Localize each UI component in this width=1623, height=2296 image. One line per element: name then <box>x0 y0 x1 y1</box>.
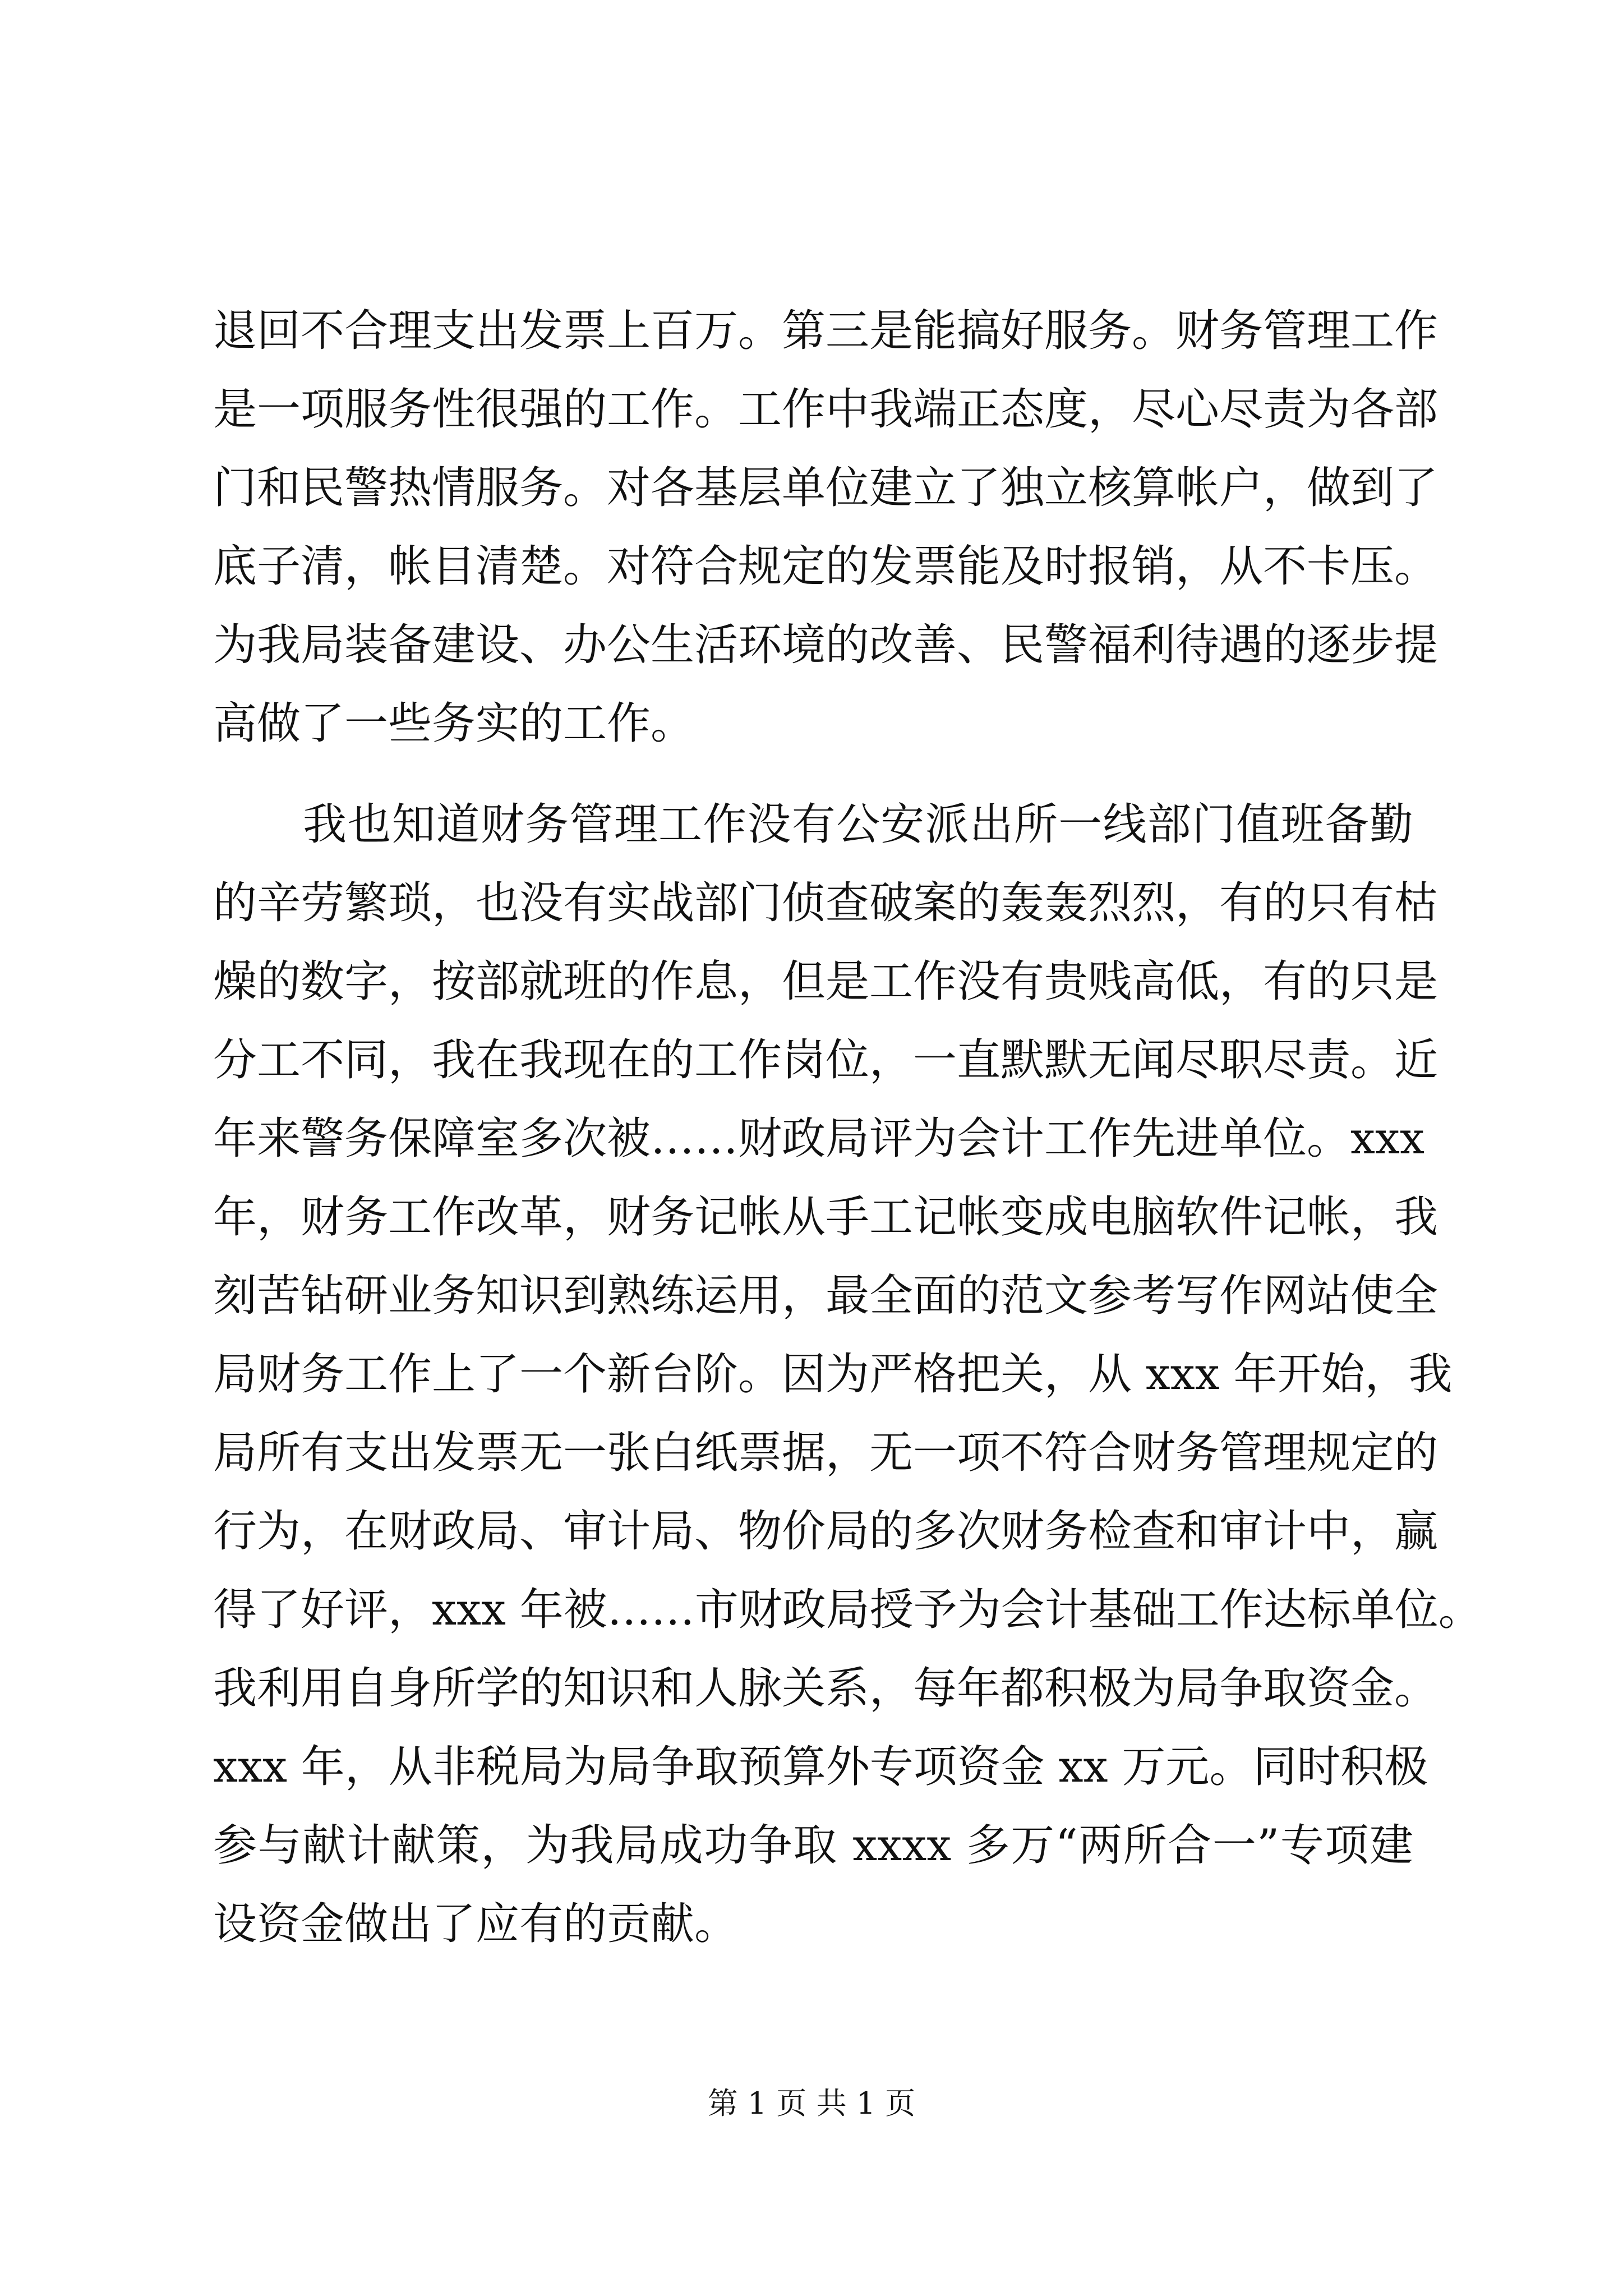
text-line: 行为，在财政局、审计局、物价局的多次财务检查和审计中，赢 <box>213 1506 1438 1557</box>
text-line: 退回不合理支出发票上百万。第三是能搞好服务。财务管理工作 <box>213 306 1438 356</box>
text-line: 门和民警热情服务。对各基层单位建立了独立核算帐户，做到了 <box>213 463 1438 513</box>
text-line: 底子清，帐目清楚。对符合规定的发票能及时报销，从不卡压。 <box>213 541 1438 592</box>
text-line: 刻苦钻研业务知识到熟练运用，最全面的范文参考写作网站使全 <box>213 1271 1438 1321</box>
paragraph <box>213 785 1482 1963</box>
text-line: 局财务工作上了一个新台阶。因为严格把关，从 xxx 年开始，我 <box>213 1349 1453 1400</box>
text-line: 的辛劳繁琐，也没有实战部门侦查破案的轰轰烈烈，有的只有枯 <box>213 878 1438 928</box>
page-number: 第 1 页 共 1 页 <box>707 2086 916 2121</box>
text-line: 燥的数字，按部就班的作息，但是工作没有贵贱高低，有的只是 <box>213 956 1438 1007</box>
text-line: 得了好评，xxx 年被……市财政局授予为会计基础工作达标单位。 <box>213 1585 1482 1635</box>
page-footer <box>0 2084 1623 2123</box>
document-body <box>213 292 1482 1963</box>
paragraph-gap <box>213 763 1413 785</box>
text-line: 是一项服务性很强的工作。工作中我端正态度，尽心尽责为各部 <box>213 384 1438 435</box>
text-line: 我也知道财务管理工作没有公安派出所一线部门值班备勤 <box>303 799 1413 850</box>
paragraph <box>213 292 1438 763</box>
text-line: xxx 年，从非税局为局争取预算外专项资金 xx 万元。同时积极 <box>213 1742 1428 1792</box>
text-line: 为我局装备建设、办公生活环境的改善、民警福利待遇的逐步提 <box>213 620 1438 670</box>
text-line: 我利用自身所学的知识和人脉关系，每年都积极为局争取资金。 <box>213 1663 1438 1714</box>
text-line: 参与献计献策，为我局成功争取 xxxx 多万“两所合一”专项建 <box>213 1820 1413 1871</box>
text-line: 高做了一些务实的工作。 <box>213 698 695 749</box>
text-line: 年，财务工作改革，财务记帐从手工记帐变成电脑软件记帐，我 <box>213 1192 1438 1243</box>
text-line: 分工不同，我在我现在的工作岗位，一直默默无闻尽职尽责。近 <box>213 1035 1438 1085</box>
text-line: 设资金做出了应有的贡献。 <box>213 1899 739 1949</box>
text-line: 年来警务保障室多次被……财政局评为会计工作先进单位。xxx <box>213 1114 1424 1164</box>
text-line: 局所有支出发票无一张白纸票据，无一项不符合财务管理规定的 <box>213 1428 1438 1478</box>
